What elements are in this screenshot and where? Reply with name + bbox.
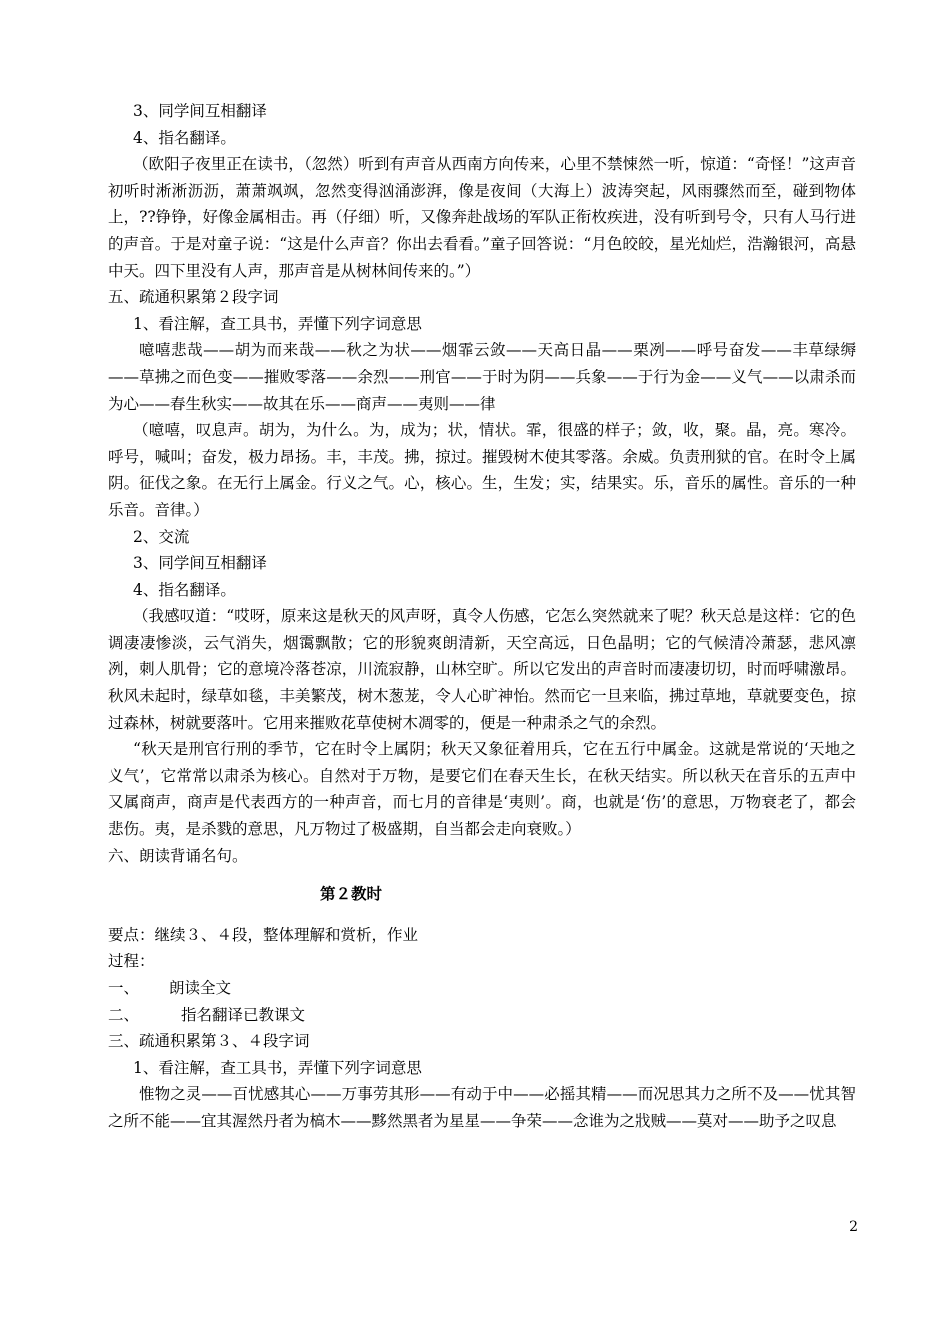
document-page — [108, 98, 856, 1135]
section-six-heading: 六、朗读背诵名句。 — [108, 846, 248, 865]
step-assigned-translation-1: 4、指名翻译。 — [133, 128, 236, 147]
vocabulary-list-2: 惟物之灵——百忧感其心——万事劳其形——有动于中——必摇其精——而况思其力之所不及——忧其智之所不能——宜其渥然丹者为槁木——黟然黑者为星星——争荣——念谁为之戕贼——莫对——助予之叹息 — [108, 1085, 856, 1130]
key-points: 要点：继续３、４段，整体理解和赏析，作业 — [108, 925, 419, 944]
vocabulary-list-1: 噫嘻悲哉——胡为而来哉——秋之为状——烟霏云敛——天高日晶——栗冽——呼号奋发——丰草绿缛——草拂之而色变——摧败零落——余烈——刑官——于时为阴——兵象——于行为金——义气——以肃杀而为心——春生秋实——故其在乐——商声——夷则——律 — [108, 341, 856, 413]
translation-paragraph-3: “秋天是刑官行刑的季节，它在时令上属阴；秋天又象征着用兵，它在五行中属金。这就是常说的‘天地之义气’，它常常以肃杀为核心。自然对于万物，是要它们在春天生长，在秋天结实。所以秋天在音乐的五声中又属商声，商声是代表西方的一种声音，而七月的音律是‘夷则’。商，也就是‘伤’的意思，万物衰老了，都会悲伤。夷，是杀戮的意思，凡万物过了极盛期，自当都会走向衰败。） — [108, 740, 856, 839]
page-number: 2 — [849, 1219, 858, 1235]
translation-paragraph-2: （我感叹道：“哎呀，原来这是秋天的风声呀，真令人伤感，它怎么突然就来了呢？秋天总是这样：它的色调凄凄惨淡，云气消失，烟霭飘散；它的形貌爽朗清新，天空高远，日色晶明；它的气候清冷萧瑟，悲风凛冽，刺人肌骨；它的意境冷落苍凉，川流寂静，山林空旷。所以它发出的声音时而凄凄切切，时而呼啸激昂。秋风未起时，绿草如毯，丰美繁茂，树木葱茏，令人心旷神怡。然而它一旦来临，拂过草地，草就要变色，掠过森林，树就要落叶。它用来摧败花草使树木凋零的，便是一种肃杀之气的余烈。 — [108, 607, 856, 732]
step-mutual-translation-1: 3、同学间互相翻译 — [133, 102, 267, 120]
section-five-heading: 五、疏通积累第２段字词 — [108, 288, 279, 307]
step-assigned-translation-2: 4、指名翻译。 — [133, 580, 236, 599]
section-three-heading: 三、疏通积累第３、４段字词 — [108, 1032, 310, 1051]
step-mutual-translation-2: 3、同学间互相翻译 — [133, 554, 267, 573]
instruction-look-up-1: 1、看注解，查工具书，弄懂下列字词意思 — [133, 314, 422, 333]
instruction-look-up-2: 1、看注解，查工具书，弄懂下列字词意思 — [133, 1058, 422, 1077]
lesson-title: 第２教时 — [320, 884, 383, 904]
vocabulary-notes-1: （噫嘻，叹息声。胡为，为什么。为，成为；状，情状。霏，很盛的样子；敛，收，聚。晶，亮。寒冷。呼号，喊叫；奋发，极力昂扬。丰，丰茂。拂，掠过。摧毁树木使其零落。余威。负责刑狱的官。在时令上属阴。征伐之象。在无行上属金。行义之气。心，核心。生，生发；实，结果实。乐，音乐的属性。音乐的一种乐音。音律。） — [108, 421, 856, 519]
translation-paragraph-1: （欧阳子夜里正在读书，（忽然）听到有声音从西南方向传来，心里不禁悚然一听，惊道：“奇怪！”这声音初听时淅淅沥沥，萧萧飒飒，忽然变得汹涌澎湃，像是夜间（大海上）波涛突起，风雨骤然而至，碰到物体上，??铮铮，好像金属相击。再（仔细）听，又像奔赴战场的军队正衔枚疾进，没有听到号令，只有人马行进的声音。于是对童子说：“这是什么声音？你出去看看。”童子回答说：“月色皎皎，星光灿烂，浩瀚银河，高悬中天。四下里没有人声，那声音是从树林间传来的。”） — [108, 155, 856, 280]
process-label: 过程： — [108, 952, 155, 971]
process-step-two: 二、 指名翻译已教课文 — [108, 1005, 306, 1024]
step-exchange: 2、交流 — [133, 527, 190, 546]
process-step-one: 一、 朗读全文 — [108, 979, 232, 997]
